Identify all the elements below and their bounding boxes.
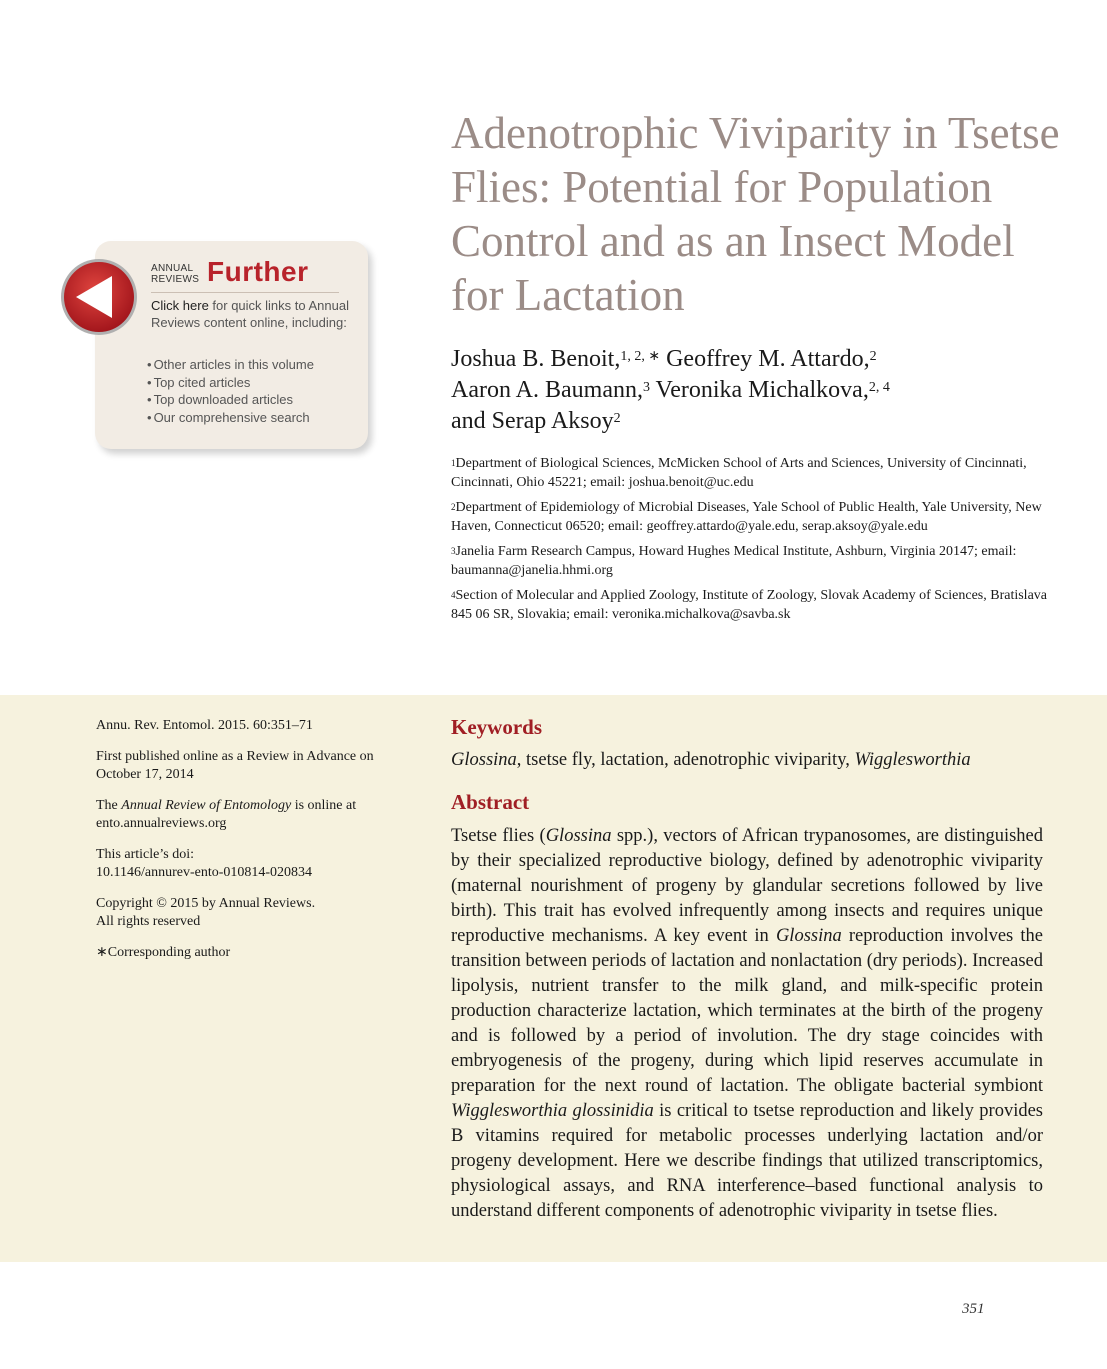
divider (151, 292, 339, 293)
author-list (451, 344, 1071, 437)
affiliation (451, 543, 1051, 580)
annual-reviews-logo-text (151, 263, 199, 285)
doi-label: This article’s doi: (96, 846, 194, 862)
click-here-link[interactable]: Click here (151, 298, 209, 313)
affiliation-text: Section of Molecular and Applied Zoology, Institute of Zoology, Slovak Academy of Sciences, Bratislava 845 06 SR, Slovakia; email: veronika.michalkova@savba.sk (451, 588, 1047, 622)
affiliation-text: Department of Biological Sciences, McMicken School of Arts and Sciences, University of Cincinnati, Cincinnati, Ohio 45221; email: joshua.benoit@uc.edu (451, 456, 1027, 490)
journal-online (96, 797, 406, 834)
further-heading: Further (207, 256, 309, 287)
affiliation-text: Department of Epidemiology of Microbial Diseases, Yale School of Public Health, Yale University, New Haven, Connecticut 06520; email: geoffrey.attardo@yale.edu, serap.aksoy@yale.edu (451, 500, 1042, 534)
copyright (96, 895, 406, 932)
further-intro (151, 297, 351, 331)
article-title: Adenotrophic Viviparity in Tsetse Flies: Potential for Population Control and as an Insect Model for Lactation (451, 108, 1060, 320)
article-metadata (96, 717, 406, 974)
logo-line: REVIEWS (151, 274, 200, 285)
abstract-italic: Glossina (775, 926, 842, 946)
abstract-segment: reproduction involves the transition between periods of lactation and nonlactation (dry periods). Increased lipolysis, nutrient transfer to the milk gland, and milk-specific protein production characterize lactation, which terminates at the birth of the progeny and is followed by a period of involution. The dry stage coincides with embryogenesis of the progeny, during which lipid reserves accumulate in preparation for the next round of lactation. The obligate bacterial symbiont (451, 926, 1043, 1096)
keywords-list (451, 750, 971, 771)
abstract-heading: Abstract (451, 790, 530, 814)
author-affiliation-marker: 2 (613, 411, 621, 426)
author-affiliation-marker: 2, 4 (868, 380, 890, 395)
keywords-heading: Keywords (451, 715, 542, 739)
author: Aaron A. Baumann, (451, 377, 643, 403)
copyright-text: Copyright © 2015 by Annual Reviews. (96, 895, 316, 911)
affiliation-text: Janelia Farm Research Campus, Howard Hughes Medical Institute, Ashburn, Virginia 20147; email: baumanna@janelia.hhmi.org (451, 544, 1017, 578)
author: and Serap Aksoy (451, 408, 614, 434)
abstract-text (451, 824, 1043, 1224)
affiliation (451, 455, 1051, 492)
back-arrow-icon[interactable] (60, 258, 138, 336)
journal-online-pre: The (96, 797, 122, 813)
abstract-segment: spp.), vectors of African trypanosomes, are distinguished by their specialized reproductive biology, defined by adenotrophic viviparity (maternal nourishment of progeny by glandular secretions followed by live birth). This trait has evolved infrequently among insects and requires unique reproductive mechanisms. A key event in (451, 826, 1043, 946)
doi-value[interactable]: 10.1146/annurev-ento-010814-020834 (96, 865, 313, 880)
abstract-segment: is critical to tsetse reproduction and likely provides B vitamins required for metabolic processes underlying lactation and/or progeny development. Here we describe findings that utilized transcriptomics, physiological assays, and RNA interference–based functional analysis to understand different components of adenotrophic viviparity in tsetse flies. (451, 1101, 1043, 1221)
journal-name: Annual Review of Entomology (121, 797, 292, 813)
further-link-item[interactable]: • Top downloaded articles (147, 391, 357, 409)
page-number: 351 (962, 1301, 985, 1317)
author: Geoffrey M. Attardo, (666, 346, 870, 372)
affiliations (451, 455, 1051, 631)
logo-line: ANNUAL (151, 263, 194, 274)
abstract-italic: Wigglesworthia glossinidia (451, 1101, 654, 1121)
affiliation-number: 1 (451, 458, 456, 468)
further-intro-text: for quick links to Annual Reviews content online, including: (151, 298, 349, 330)
corresponding-author: ∗Corresponding author (96, 944, 231, 960)
doi-info (96, 846, 406, 883)
author: Veronika Michalkova, (655, 377, 869, 403)
rights-text: All rights reserved (96, 914, 201, 929)
affiliation-number: 3 (451, 546, 456, 556)
abstract-italic: Glossina (545, 826, 612, 846)
further-link-item[interactable]: • Our comprehensive search (147, 409, 357, 427)
journal-online-post: is online at ento.annualreviews.org (96, 797, 357, 831)
author-affiliation-marker: 2 (869, 349, 877, 364)
author-affiliation-marker: 3 (642, 380, 650, 395)
further-link-item[interactable]: • Top cited articles (147, 374, 357, 392)
keyword: Glossina (451, 750, 517, 770)
affiliation (451, 499, 1051, 536)
affiliation (451, 587, 1051, 624)
keyword: Wigglesworthia (854, 750, 971, 770)
affiliation-number: 2 (451, 502, 456, 512)
citation: Annu. Rev. Entomol. 2015. 60:351–71 (96, 718, 313, 733)
affiliation-number: 4 (451, 590, 456, 600)
author: Joshua B. Benoit, (451, 346, 621, 372)
keywords-middle: , tsetse fly, lactation, adenotrophic viviparity, (516, 750, 855, 770)
author-affiliation-marker: 1, 2, ∗ (620, 349, 661, 364)
further-links (147, 356, 357, 426)
further-link-item[interactable]: • Other articles in this volume (147, 356, 357, 374)
abstract-segment: Tsetse flies ( (451, 826, 546, 846)
first-published: First published online as a Review in Advance on October 17, 2014 (96, 748, 374, 782)
